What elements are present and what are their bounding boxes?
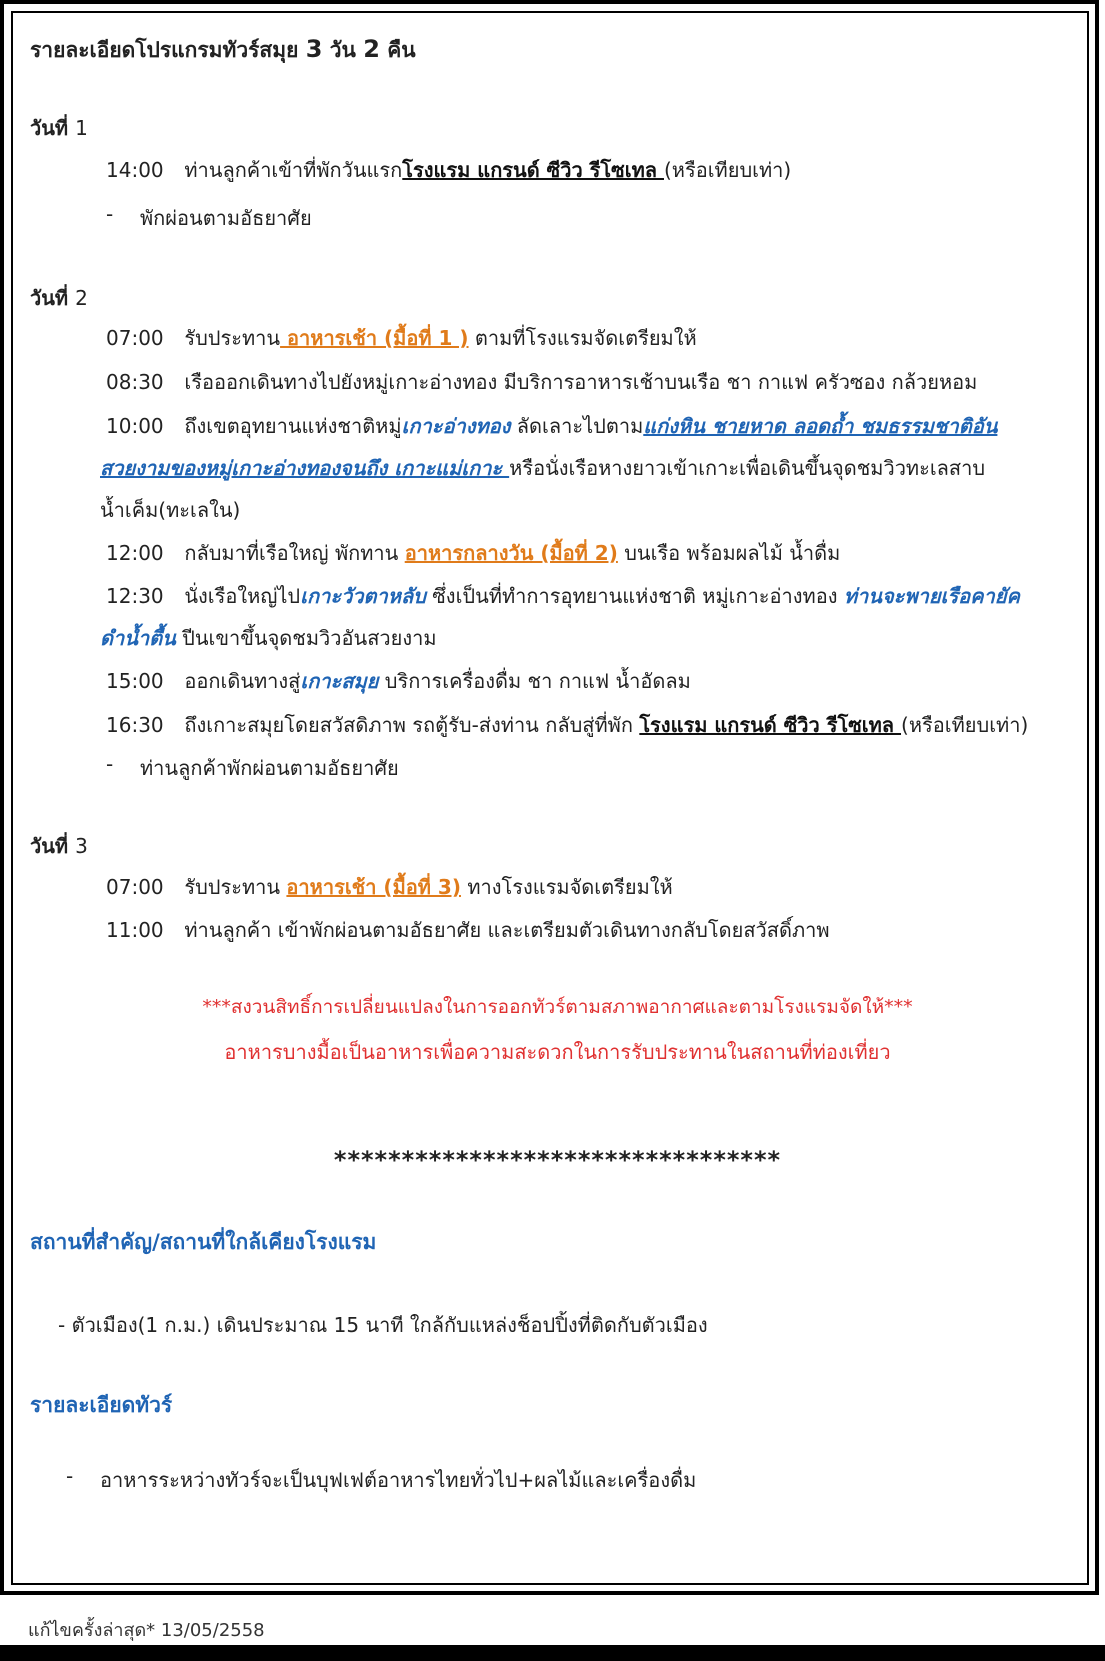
notice-line-1: ***สงวนสิทธิ์การเปลี่ยนแปลงในการออกทัวร์ตามสภาพอากาศและตามโรงแรมจัดให้*** bbox=[202, 996, 913, 1018]
nearby-heading: สถานที่สำคัญ/สถานที่ใกล้เคียงโรงแรม bbox=[30, 1230, 377, 1254]
day-2-heading: วันที่ 2 bbox=[30, 286, 88, 310]
day-2-item-1500: 15:00 ออกเดินทางสู่เกาะสมุย บริการเครื่องดื่ม ชา กาแฟ น้ำอัดลม bbox=[106, 669, 691, 693]
hotel-name: โรงแรม แกรนด์ ซีวิว รีโซเทล bbox=[639, 713, 902, 737]
document-inner-frame bbox=[11, 11, 1089, 1585]
day-2-item-1000: 10:00 ถึงเขตอุทยานแห่งชาติหมู่เกาะอ่างทอง ลัดเลาะไปตามแก่งหิน ชายหาด ลอดถ้ำ ชมธรรมชาติอัน bbox=[106, 414, 998, 438]
day-2-item-1000-cont: สวยงามของหมู่เกาะอ่างทองจนถึง เกาะแม่เกาะ หรือนั่งเรือหางยาวเข้าเกาะเพื่อเดินขึ้นจุดชมวิวทะเลสาบ bbox=[100, 456, 986, 480]
day-2-item-0830: 08:30 เรือออกเดินทางไปยังหมู่เกาะอ่างทอง มีบริการอาหารเช้าบนเรือ ชา กาแฟ ครัวซอง กล้วยหอม bbox=[106, 370, 978, 394]
page-title: รายละเอียดโปรแกรมทัวร์สมุย 3 วัน 2 คืน bbox=[30, 35, 416, 63]
day-2-item-1200: 12:00 กลับมาที่เรือใหญ่ พักทาน อาหารกลางวัน (มื้อที่ 2) บนเรือ พร้อมผลไม้ น้ำดื่ม bbox=[106, 541, 841, 565]
day-2-item-1230: 12:30 นั่งเรือใหญ่ไปเกาะวัวตาหลับ ซึ่งเป็นที่ทำการอุทยานแห่งชาติ หมู่เกาะอ่างทอง ท่านจะพายเรือคายัค bbox=[106, 584, 1020, 608]
day-2-item-0700: 07:00 รับประทาน อาหารเช้า (มื้อที่ 1 ) ตามที่โรงแรมจัดเตรียมให้ bbox=[106, 326, 697, 350]
nearby-item: - ตัวเมือง(1 ก.ม.) เดินประมาณ 15 นาที ใกล้กับแหล่งช็อปปิ้งที่ติดกับตัวเมือง bbox=[58, 1313, 708, 1337]
bottom-bar bbox=[0, 1645, 1105, 1661]
day-3-heading: วันที่ 3 bbox=[30, 834, 88, 858]
stars-divider: ********************************* bbox=[333, 1146, 782, 1174]
day-3-item-0700: 07:00 รับประทาน อาหารเช้า (มื้อที่ 3) ทางโรงแรมจัดเตรียมให้ bbox=[106, 875, 673, 899]
tour-item: - อาหารระหว่างทัวร์จะเป็นบุฟเฟต์อาหารไทยทั่วไป+ผลไม้และเครื่องดื่ม bbox=[66, 1464, 697, 1492]
hotel-name: โรงแรม แกรนด์ ซีวิว รีโซเทล bbox=[402, 158, 664, 182]
tour-heading: รายละเอียดทัวร์ bbox=[30, 1393, 173, 1417]
last-edited-footer: แก้ไขครั้งล่าสุด* 13/05/2558 bbox=[28, 1620, 265, 1641]
day-1-heading: วันที่ 1 bbox=[30, 116, 88, 140]
day-2-item-1230-cont: ดำน้ำตื้น ปีนเขาขึ้นจุดชมวิวอันสวยงาม bbox=[100, 626, 437, 650]
day-2-item-1000-cont2: น้ำเค็ม(ทะเลใน) bbox=[100, 498, 241, 522]
day-1-item-1400: 14:00 ท่านลูกค้าเข้าที่พักวันแรกโรงแรม แกรนด์ ซีวิว รีโซเทล (หรือเทียบเท่า) bbox=[106, 158, 792, 182]
day-2-item-1630: 16:30 ถึงเกาะสมุยโดยสวัสดิภาพ รถตู้รับ-ส่งท่าน กลับสู่ที่พัก โรงแรม แกรนด์ ซีวิว รีโซเทล (หรือเทียบเท่า) bbox=[106, 713, 1029, 737]
day-3-item-1100: 11:00 ท่านลูกค้า เข้าพักผ่อนตามอัธยาศัย และเตรียมตัวเดินทางกลับโดยสวัสดิ์ภาพ bbox=[106, 918, 830, 942]
notice-line-2: อาหารบางมื้อเป็นอาหารเพื่อความสะดวกในการรับประทานในสถานที่ท่องเที่ยว bbox=[224, 1040, 891, 1064]
day-1-dash-item: - พักผ่อนตามอัธยาศัย bbox=[106, 202, 312, 230]
day-2-dash-item: - ท่านลูกค้าพักผ่อนตามอัธยาศัย bbox=[106, 752, 399, 780]
